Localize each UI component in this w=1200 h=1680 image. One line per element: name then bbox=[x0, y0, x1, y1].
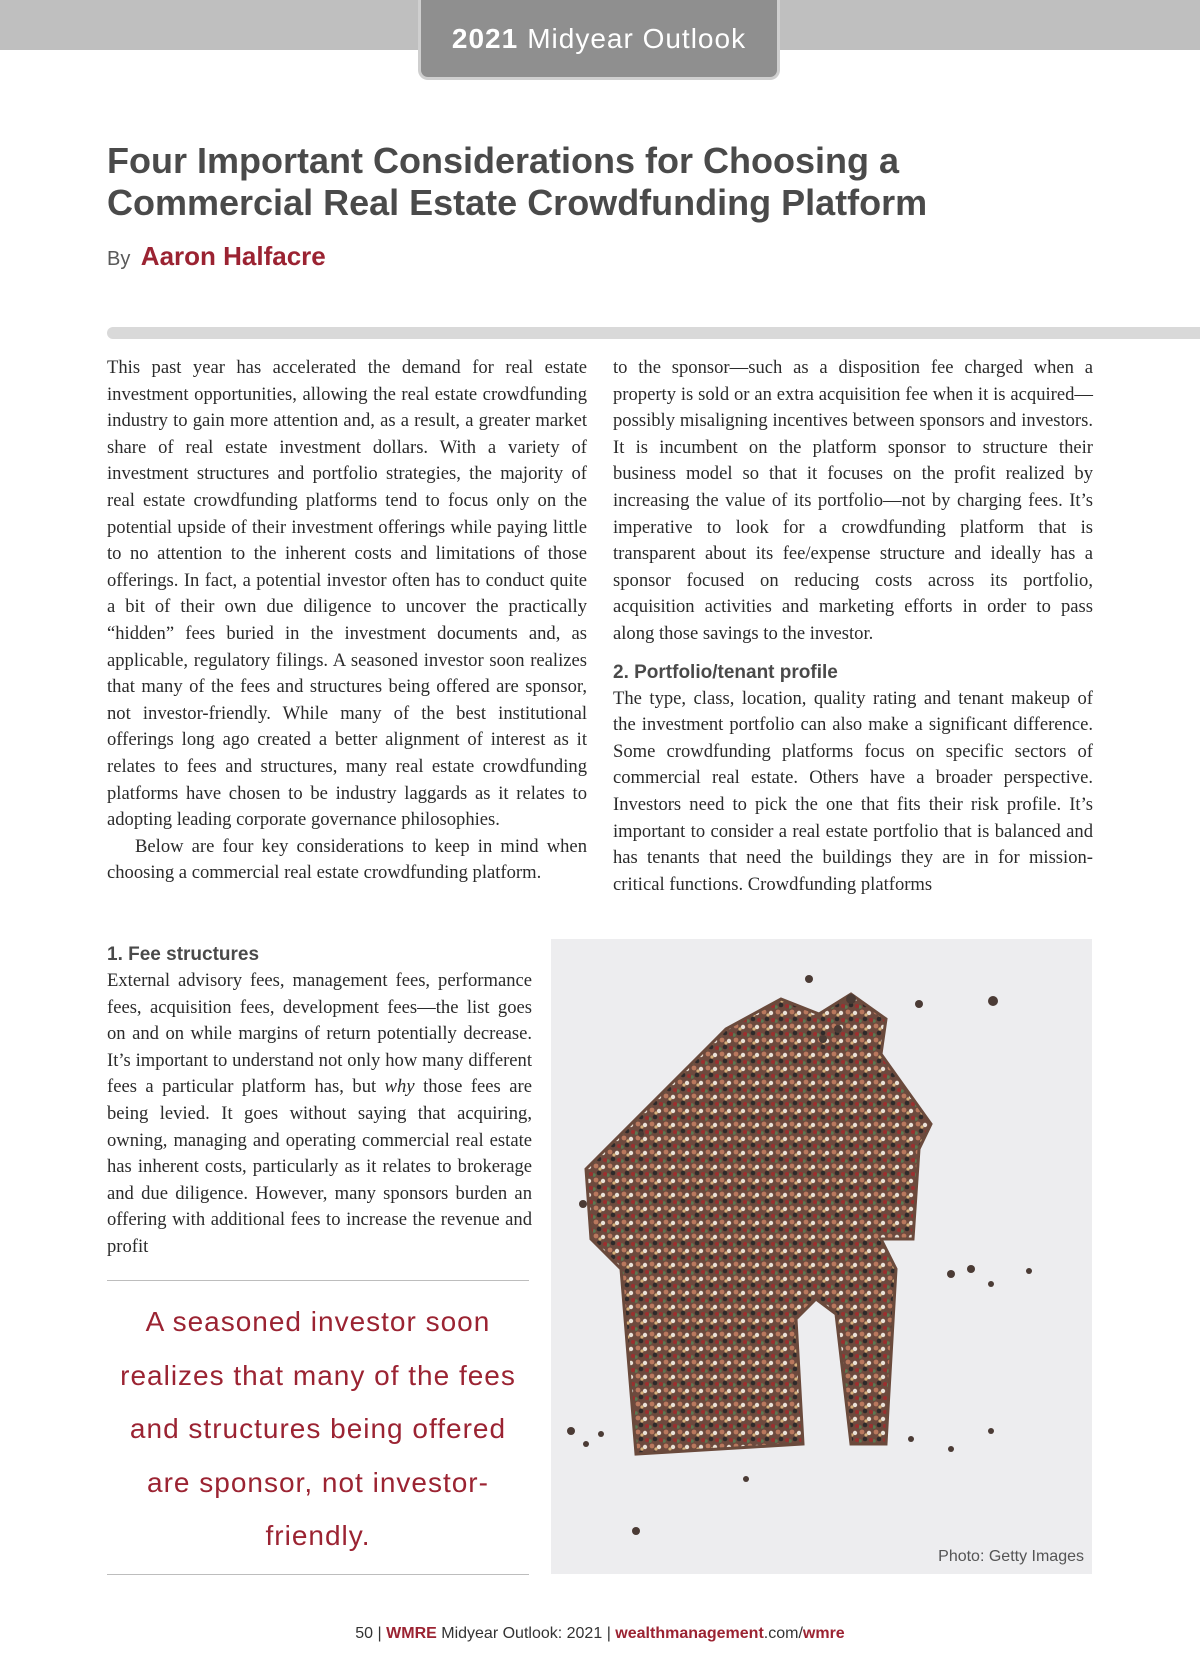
site-tld: .com/ bbox=[763, 1625, 803, 1642]
intro-paragraph: This past year has accelerated the demand for real estate investment opportunities, allowing the real estate crowdfunding industry to gain more attention and, as a result, a greater market share of real estate investment dollars. With a variety of investment structures and portfolio strategies, the majority of real estate crowdfunding platforms tend to focus only on the potential upside of their investment offerings while paying little to no attention to the inherent costs and limitations of those offerings. In fact, a potential investor often has to conduct quite a bit of their own due diligence to uncover the practically “hidden” fees buried in the investment documents and, as applicable, regulatory filings. A seasoned investor soon realizes that many of the fees and structures being offered are sponsor, not investor-friendly. While many of the best institutional offerings long ago created a better alignment of interest as it relates to fees and structures, many real estate crowdfunding platforms have chosen to be industry laggards as it relates to adopting leading corporate governance philosophies. bbox=[107, 357, 587, 831]
section-2-heading: 2. Portfolio/tenant profile bbox=[613, 661, 838, 683]
footer-separator: | bbox=[377, 1625, 382, 1642]
section-1-heading: 1. Fee structures bbox=[107, 944, 260, 965]
publication-brand: WMRE bbox=[386, 1625, 437, 1642]
title-divider bbox=[107, 327, 1200, 339]
site-path: wmre bbox=[802, 1625, 845, 1642]
intro-paragraph-2: Below are four key considerations to keep in mind when choosing a commercial real estate crowdfunding platform. bbox=[107, 835, 587, 884]
crowd-house-shape bbox=[586, 994, 931, 1454]
section-tab-year: 2021 bbox=[451, 22, 519, 54]
byline-prefix: By bbox=[107, 248, 131, 270]
page-number: 50 bbox=[355, 1625, 374, 1642]
house-crowd-illustration bbox=[551, 939, 1092, 1574]
pullquote-rule-bottom bbox=[107, 1574, 529, 1575]
pullquote-rule-top bbox=[107, 1280, 529, 1281]
section-1-emphasis: why bbox=[384, 1076, 415, 1098]
section-tab bbox=[418, 0, 780, 80]
column-left-top bbox=[107, 355, 587, 887]
pullquote: A seasoned investor soon realizes that many of the fees and structures being offered are sponsor, not investor-friendly. bbox=[120, 1306, 516, 1551]
footer-website-link[interactable] bbox=[615, 1625, 844, 1642]
page-footer bbox=[0, 1625, 1200, 1643]
author-name: Aaron Halfacre bbox=[140, 241, 326, 271]
section-1-text-b: those fees are being levied. It goes without saying that acquiring, owning, managing and operating commercial real estate has inherent costs, particularly as it relates to brokerage and due diligence. However, many sponsors burden an offering with additional fees to increase the revenue and profit bbox=[107, 1076, 532, 1257]
section-1-text-a: External advisory fees, management fees, performance fees, acquisition fees, development fees—the list goes on and on while margins of return potentially decrease. It’s important to understand not only how many different fees a particular platform has, but bbox=[107, 970, 532, 1098]
fee-continuation-paragraph: to the sponsor—such as a disposition fee charged when a property is sold or an extra acquisition fee when it is acquired—possibly misaligning incentives between sponsors and investors. It is incumbent on the platform sponsor to structure their business model so that it focuses on the profit realized by increasing the value of its portfolio—not by charging fees. It’s imperative to look for a crowdfunding platform that is transparent about its fee/expense structure and ideally has a sponsor focused on reducing costs across its portfolio, acquisition activities and marketing efforts in order to pass along those savings to the investor. bbox=[613, 357, 1093, 644]
byline bbox=[107, 241, 326, 272]
article-title: Four Important Considerations for Choosing a Commercial Real Estate Crowdfunding Platform bbox=[107, 140, 928, 223]
section-1-paragraph bbox=[107, 968, 532, 1261]
footer-separator-2: | bbox=[606, 1625, 611, 1642]
site-domain: wealthmanagement bbox=[615, 1625, 764, 1642]
section-2-paragraph: The type, class, location, quality rating and tenant makeup of the investment portfolio can also make a significant difference. Some crowdfunding platforms focus on specific sectors of commercial real estate. Others have a broader perspective. Investors need to pick the one that fits their risk profile. It’s important to consider a real estate portfolio that is balanced and has tenants that need the buildings they are in for mission-critical functions. Crowdfunding platforms bbox=[613, 687, 1093, 895]
section-tab-label: Midyear Outlook bbox=[527, 22, 747, 54]
publication-title: Midyear Outlook: 2021 bbox=[441, 1625, 603, 1642]
photo-credit: Photo: Getty Images bbox=[938, 1548, 1084, 1565]
column-right bbox=[613, 355, 1093, 898]
house-crowd-photo bbox=[551, 939, 1092, 1574]
column-left-bottom bbox=[107, 942, 532, 1261]
